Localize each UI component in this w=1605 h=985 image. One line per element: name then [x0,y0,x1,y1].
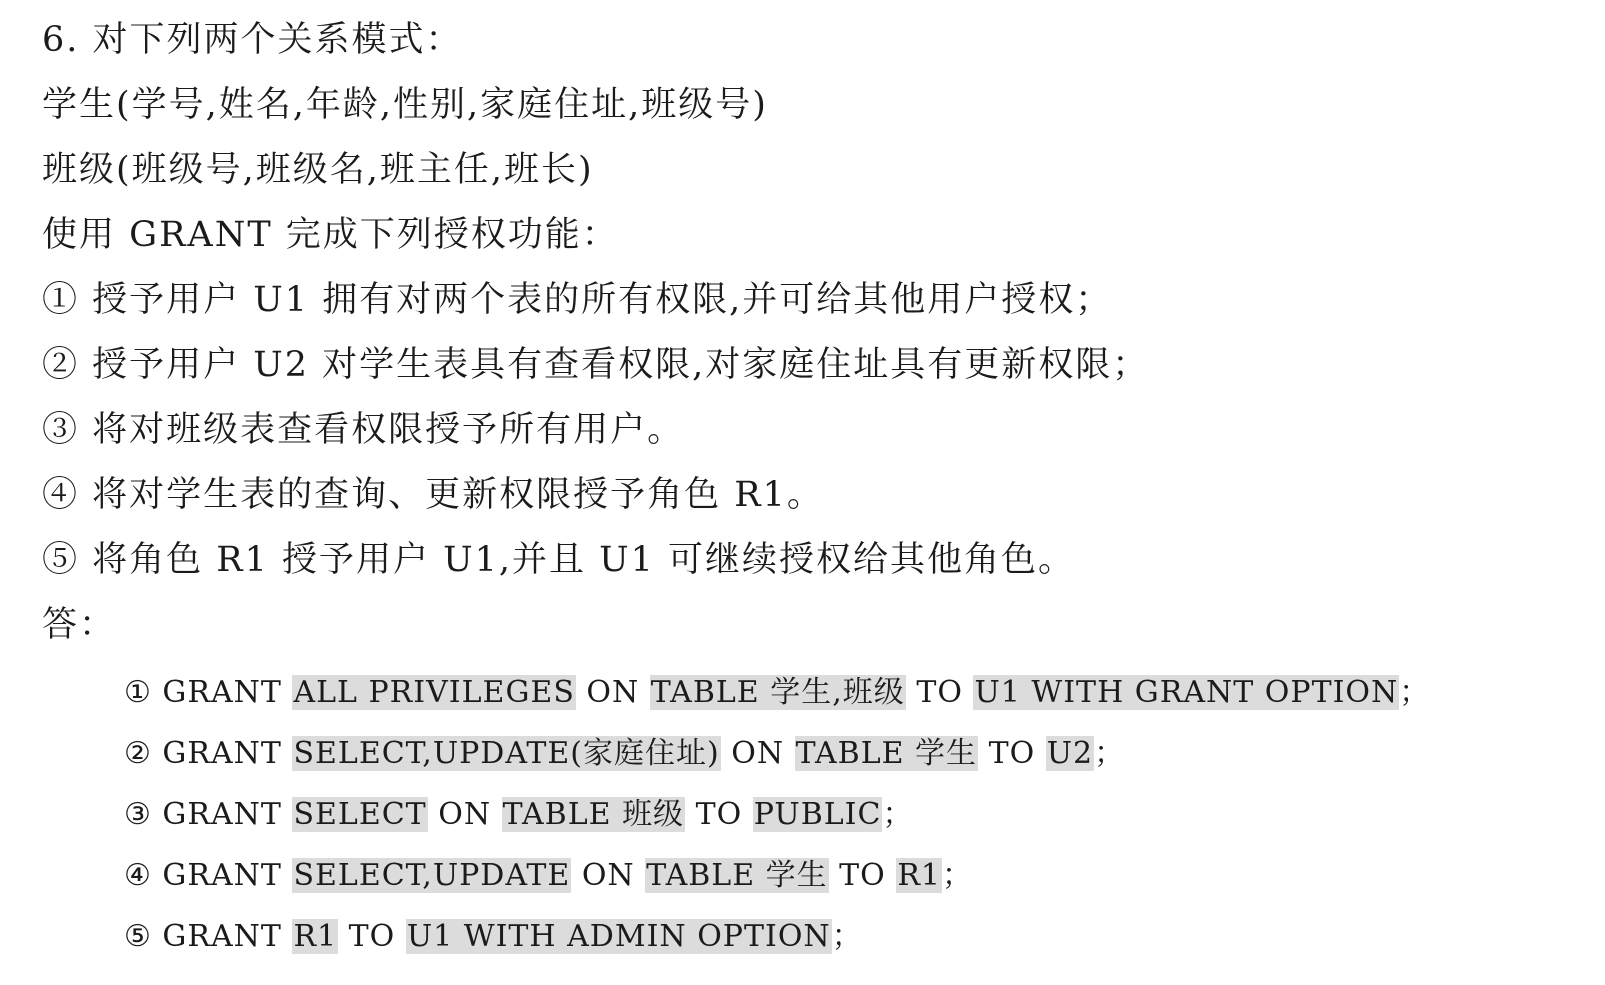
answer-segment-highlight: TABLE 班级 [502,797,685,832]
answer-segment-highlight: U2 [1046,736,1094,771]
answer-segment: ； [882,797,914,832]
answer-segment: ； [942,858,974,893]
answer-label: 答： [42,605,117,645]
task-item-2: ② 授予用户 U2 对学生表具有查看权限,对家庭住址具有更新权限； [42,345,1150,385]
answer-segment: TO [978,736,1046,771]
answer-segment: ON [720,736,795,771]
answer-segment: ② GRANT [124,736,293,771]
answer-segment: TO [905,675,974,710]
answer-segment-highlight: U1 WITH ADMIN OPTION [406,919,831,954]
question-block [42,8,1605,658]
answer-block [42,662,1605,967]
answer-line-2 [124,723,1605,784]
answer-segment: ； [831,919,863,954]
answer-segment-highlight: SELECT,UPDATE(家庭住址) [293,736,720,771]
answer-segment: TO [685,797,753,832]
question-title: 6. 对下列两个关系模式： [42,20,463,60]
answer-segment: ⑤ GRANT [124,919,293,954]
answer-segment-highlight: R1 [293,919,338,954]
task-item-5: ⑤ 将角色 R1 授予用户 U1,并且 U1 可继续授权给其他角色。 [42,540,1076,580]
answer-segment: ON [571,858,646,893]
answer-line-5 [124,906,1605,967]
task-item-3: ③ 将对班级表查看权限授予所有用户。 [42,410,685,450]
answer-segment-highlight: U1 WITH GRANT OPTION [974,675,1399,710]
answer-segment-highlight: TABLE 学生,班级 [650,675,905,710]
answer-segment-highlight: SELECT,UPDATE [293,858,571,893]
answer-segment: ； [1399,675,1431,710]
answer-line-3 [124,784,1605,845]
answer-segment: ； [1094,736,1126,771]
answer-segment: TO [828,858,897,893]
answer-line-1 [124,662,1605,723]
answer-line-4 [124,845,1605,906]
schema-student: 学生(学号,姓名,年龄,性别,家庭住址,班级号) [42,85,768,125]
answer-segment: ON [427,797,502,832]
task-item-4: ④ 将对学生表的查询、更新权限授予角色 R1。 [42,475,824,515]
task-intro: 使用 GRANT 完成下列授权功能： [42,215,619,255]
schema-class: 班级(班级号,班级名,班主任,班长) [42,150,594,190]
answer-segment-highlight: R1 [897,858,942,893]
answer-segment: TO [338,919,406,954]
answer-segment-highlight: TABLE 学生 [795,736,978,771]
answer-segment: ① GRANT [124,675,293,710]
answer-segment: ③ GRANT [124,797,293,832]
answer-segment-highlight: PUBLIC [753,797,882,832]
task-item-1: ① 授予用户 U1 拥有对两个表的所有权限,并可给其他用户授权； [42,280,1113,320]
answer-segment: ④ GRANT [124,858,293,893]
answer-segment-highlight: ALL PRIVILEGES [293,675,575,710]
answer-segment-highlight: TABLE 学生 [646,858,828,893]
answer-segment-highlight: SELECT [293,797,427,832]
answer-segment: ON [575,675,650,710]
